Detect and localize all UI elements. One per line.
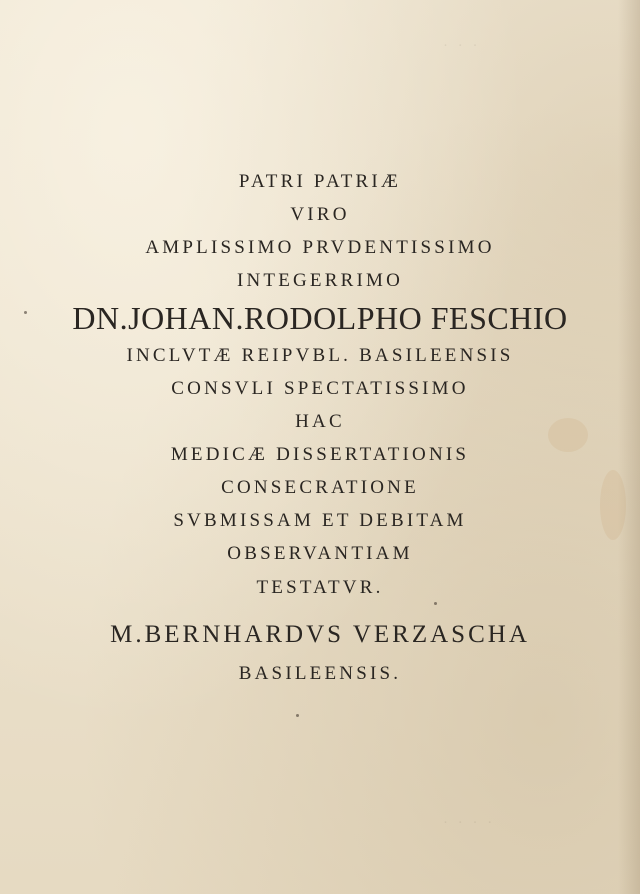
- dedication-line-13: TESTATVR.: [256, 577, 384, 598]
- dedication-line-4: INTEGERRIMO: [236, 270, 404, 291]
- dedication-line-12: OBSERVANTIAM: [227, 543, 413, 564]
- dedication-line-2: VIRO: [290, 204, 350, 225]
- ink-speck: [296, 714, 299, 717]
- dedication-line-8: HAC: [295, 411, 345, 432]
- dedication-line-7: CONSVLI SPECTATISSIMO: [171, 378, 469, 399]
- dedication-line-9: MEDICÆ DISSERTATIONIS: [170, 444, 470, 465]
- author-name: M.BERNHARDVS VERZASCHA: [110, 621, 530, 648]
- dedication-line-11: SVBMISSAM ET DEBITAM: [173, 510, 467, 531]
- dedication-line-6: INCLVTÆ REIPVBL. BASILEENSIS: [126, 345, 514, 366]
- dedication-line-1: PATRI PATRIÆ: [238, 171, 402, 192]
- ink-speck: [434, 602, 437, 605]
- dedicatee-name: DN.JOHAN.RODOLPHO FESCHIO: [72, 300, 568, 336]
- bleed-through-text: · · ·: [440, 38, 478, 54]
- dedication-line-3: AMPLISSIMO PRVDENTISSIMO: [145, 237, 495, 258]
- author-origin: BASILEENSIS.: [238, 663, 402, 684]
- bleed-through-text: · · · ·: [440, 815, 493, 831]
- dedication-line-10: CONSECRATIONE: [221, 477, 419, 498]
